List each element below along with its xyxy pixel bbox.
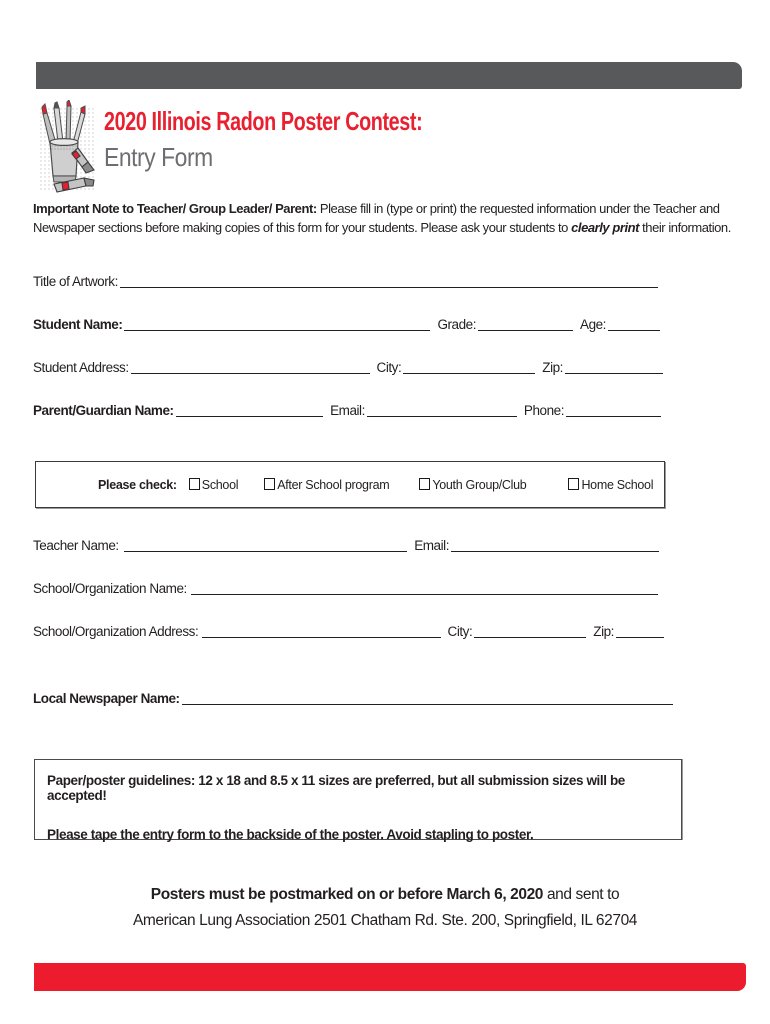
- title-of-artwork-label: Title of Artwork:: [33, 274, 118, 289]
- parent-phone-field-line[interactable]: [566, 403, 661, 417]
- intro-text-1: Please fill in (type or print) the requested information under the Teacher and Newspaper sections before making copies of this form for your students. Please ask your students to: [33, 201, 720, 235]
- school-name-label: School/Organization Name:: [33, 581, 187, 596]
- postmark-bold-text: Posters must be postmarked on or before March 6, 2020: [150, 886, 544, 903]
- intro-text-2: their information.: [638, 220, 731, 235]
- option-school-label: School: [201, 477, 239, 492]
- parent-name-field-line[interactable]: [176, 403, 324, 417]
- parent-phone-label: Phone:: [523, 403, 564, 418]
- mailing-instructions: [0, 882, 770, 934]
- parent-guardian-row: [33, 400, 661, 418]
- please-check-label: Please check:: [98, 477, 177, 492]
- parent-email-label: Email:: [330, 403, 365, 418]
- option-after-school: [264, 478, 389, 492]
- student-name-label: Student Name:: [33, 317, 123, 332]
- student-address-label: Student Address:: [33, 360, 129, 375]
- please-check-box: [35, 461, 665, 508]
- school-city-label: City:: [447, 624, 473, 639]
- school-name-row: [33, 578, 658, 596]
- title-of-artwork-field-line[interactable]: [120, 274, 658, 288]
- newspaper-field-line[interactable]: [182, 691, 673, 705]
- intro-note: [33, 199, 739, 237]
- option-home-school: [568, 478, 653, 492]
- option-youth-group: [419, 478, 526, 492]
- option-home-school-label: Home School: [581, 477, 654, 492]
- after-school-checkbox-icon[interactable]: [264, 478, 275, 490]
- teacher-email-label: Email:: [414, 538, 449, 553]
- school-zip-label: Zip:: [593, 624, 614, 639]
- school-address-row: [33, 621, 664, 639]
- postmark-rest-text: and sent to: [543, 886, 620, 903]
- teacher-name-row: [33, 535, 659, 553]
- option-school: [189, 478, 238, 492]
- student-city-label: City:: [376, 360, 402, 375]
- intro-bold-italic-text: clearly print: [571, 220, 639, 235]
- grade-label: Grade:: [437, 317, 477, 332]
- school-zip-field-line[interactable]: [616, 624, 664, 638]
- art-supplies-logo-icon: [36, 100, 100, 197]
- guidelines-line-2: Please tape the entry form to the backside of the poster. Avoid stapling to poster.: [47, 827, 534, 842]
- top-divider-bar: [36, 62, 742, 89]
- postmark-line: [0, 882, 770, 908]
- page-subtitle: Entry Form: [104, 142, 213, 172]
- guidelines-box: [34, 759, 682, 840]
- newspaper-label: Local Newspaper Name:: [33, 691, 180, 706]
- page-title: 2020 Illinois Radon Poster Contest:: [104, 106, 423, 136]
- option-after-school-label: After School program: [277, 477, 390, 492]
- school-name-field-line[interactable]: [191, 581, 658, 595]
- parent-email-field-line[interactable]: [367, 403, 517, 417]
- school-checkbox-icon[interactable]: [189, 478, 200, 490]
- student-address-field-line[interactable]: [131, 360, 370, 374]
- mailing-address-line: American Lung Association 2501 Chatham Rd. Ste. 200, Springfield, IL 62704: [132, 912, 638, 929]
- student-zip-field-line[interactable]: [565, 360, 663, 374]
- youth-group-checkbox-icon[interactable]: [419, 478, 430, 490]
- student-name-row: [33, 314, 660, 332]
- title-of-artwork-row: [33, 271, 658, 289]
- student-zip-label: Zip:: [542, 360, 563, 375]
- school-address-label: School/Organization Address:: [33, 624, 199, 639]
- newspaper-row: [33, 688, 673, 706]
- parent-guardian-label: Parent/Guardian Name:: [33, 403, 174, 418]
- home-school-checkbox-icon[interactable]: [568, 478, 579, 490]
- bottom-accent-bar: [34, 963, 746, 991]
- teacher-name-label: Teacher Name:: [33, 538, 119, 553]
- student-address-row: [33, 357, 663, 375]
- school-address-field-line[interactable]: [202, 624, 440, 638]
- school-city-field-line[interactable]: [474, 624, 586, 638]
- age-label: Age:: [580, 317, 606, 332]
- option-youth-group-label: Youth Group/Club: [432, 477, 527, 492]
- guidelines-line-1: Paper/poster guidelines: 12 x 18 and 8.5 x 11 sizes are preferred, but all submission sizes will be accepted!: [47, 773, 625, 803]
- teacher-email-field-line[interactable]: [451, 538, 659, 552]
- student-city-field-line[interactable]: [403, 360, 535, 374]
- intro-bold-text: Important Note to Teacher/ Group Leader/ Parent:: [33, 201, 317, 216]
- grade-field-line[interactable]: [478, 317, 573, 331]
- student-name-field-line[interactable]: [124, 317, 430, 331]
- age-field-line[interactable]: [608, 317, 660, 331]
- teacher-name-field-line[interactable]: [124, 538, 407, 552]
